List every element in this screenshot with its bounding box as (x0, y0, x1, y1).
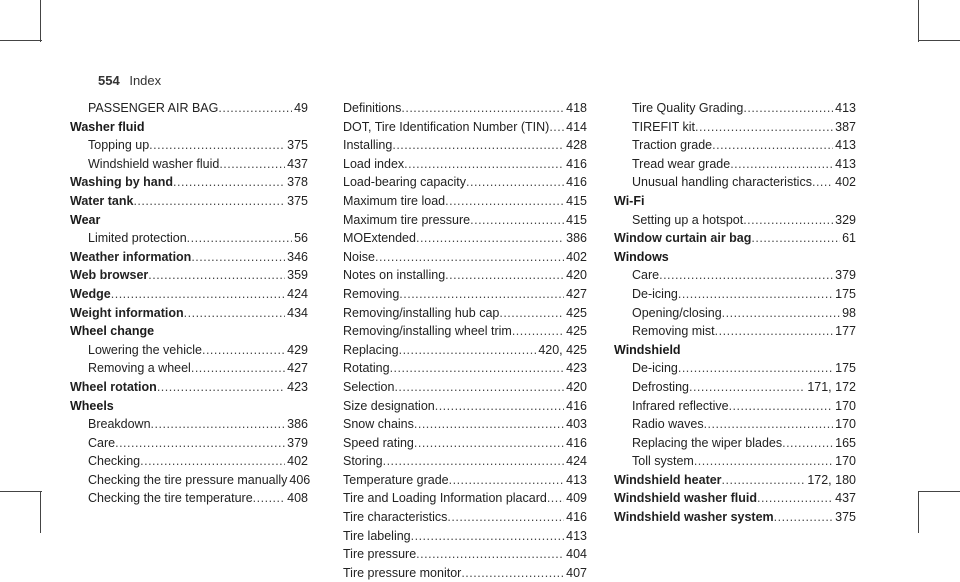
entry-label: Load-bearing capacity (343, 175, 466, 190)
index-entry (343, 211, 587, 230)
entry-label: Removing a wheel (88, 361, 191, 376)
index-entry (614, 266, 856, 285)
entry-page-ref: 424 (566, 454, 587, 469)
index-entry-main (614, 508, 856, 527)
entry-label: Wedge (70, 286, 111, 301)
entry-page-ref: 427 (566, 286, 587, 301)
leader-dots (399, 285, 564, 304)
leader-dots (401, 99, 564, 118)
index-entry (343, 378, 587, 397)
entry-page-ref: 177 (835, 324, 856, 339)
entry-page-ref: 175 (835, 361, 856, 376)
index-entry (70, 136, 308, 155)
entry-label: Defrosting (632, 379, 689, 394)
entry-page-ref: 387 (835, 119, 856, 134)
entry-page-ref: 427 (287, 361, 308, 376)
index-entry (614, 322, 856, 341)
entry-label: Tire pressure (343, 547, 417, 562)
index-entry (343, 397, 587, 416)
index-entry (70, 489, 308, 508)
leader-dots (399, 341, 537, 360)
leader-dots (743, 211, 833, 230)
leader-dots (722, 304, 840, 323)
leader-dots (704, 415, 834, 434)
entry-label: Setting up a hotspot (632, 212, 744, 227)
index-heading: Wear (70, 212, 101, 227)
entry-label: Window curtain air bag (614, 231, 752, 246)
entry-page-ref: 420, 425 (538, 342, 587, 357)
leader-dots (414, 415, 564, 434)
entry-page-ref: 402 (287, 454, 308, 469)
entry-page-ref: 379 (287, 435, 308, 450)
entry-label: Care (632, 268, 660, 283)
entry-label: Toll system (632, 454, 694, 469)
leader-dots (191, 359, 285, 378)
leader-dots (445, 192, 564, 211)
entry-page-ref: 56 (294, 231, 308, 246)
leader-dots (191, 248, 285, 267)
leader-dots (392, 136, 564, 155)
leader-dots (812, 173, 833, 192)
index-entry (70, 359, 308, 378)
entry-page-ref: 172, 180 (807, 472, 856, 487)
entry-label: Installing (343, 138, 393, 153)
index-entry (343, 434, 587, 453)
leader-dots (499, 304, 564, 323)
leader-dots (549, 118, 564, 137)
index-entry (614, 99, 856, 118)
entry-page-ref: 413 (835, 101, 856, 115)
entry-page-ref: 379 (835, 268, 856, 283)
entry-label: Removing/installing wheel trim (343, 324, 512, 339)
entry-label: Wheel rotation (70, 379, 157, 394)
index-entry (343, 136, 587, 155)
index-entry (343, 192, 587, 211)
entry-label: Care (88, 435, 116, 450)
leader-dots (394, 378, 564, 397)
entry-label: Windshield washer fluid (614, 491, 757, 506)
crop-mark (918, 491, 960, 492)
entry-page-ref: 49 (294, 101, 308, 115)
entry-page-ref: 61 (842, 231, 856, 246)
leader-dots (187, 229, 292, 248)
index-entry (343, 341, 587, 360)
index-entry (343, 99, 587, 118)
leader-dots (694, 452, 833, 471)
leader-dots (184, 304, 285, 323)
entry-page-ref: 329 (835, 212, 856, 227)
index-entry (343, 322, 587, 341)
entry-label: Checking the tire temperature (88, 491, 253, 506)
entry-label: Replacing the wiper blades (632, 435, 783, 450)
entry-page-ref: 170 (835, 454, 856, 469)
entry-label: Snow chains (343, 417, 414, 432)
leader-dots (115, 434, 285, 453)
leader-dots (445, 266, 564, 285)
entry-label: Water tank (70, 193, 134, 208)
entry-page-ref: 406 (289, 472, 311, 487)
index-entry (614, 397, 856, 416)
index-entry (70, 434, 308, 453)
entry-label: Windshield washer system (614, 510, 774, 525)
entry-page-ref: 434 (287, 305, 308, 320)
entry-label: Checking the tire pressure manually (88, 472, 288, 487)
page-number: 554 (98, 73, 120, 88)
leader-dots (774, 508, 833, 527)
index-heading: Wi-Fi (614, 193, 645, 208)
entry-label: Traction grade (632, 138, 713, 153)
entry-page-ref: 416 (566, 510, 587, 525)
leader-dots (140, 452, 285, 471)
index-entry (614, 304, 856, 323)
entry-label: Web browser (70, 268, 149, 283)
index-entry (614, 452, 856, 471)
leader-dots (695, 118, 833, 137)
index-entry (614, 173, 856, 192)
entry-label: Replacing (343, 342, 399, 357)
entry-label: Removing (343, 286, 400, 301)
leader-dots (466, 173, 564, 192)
index-entry (343, 359, 587, 378)
entry-label: DOT, Tire Identification Number (TIN) (343, 119, 550, 134)
leader-dots (133, 192, 285, 211)
entry-page-ref: 403 (566, 417, 587, 432)
index-entry-main (614, 471, 856, 490)
leader-dots (678, 285, 833, 304)
leader-dots (111, 285, 285, 304)
entry-label: Maximum tire load (343, 193, 446, 208)
index-entry (614, 359, 856, 378)
entry-label: PASSENGER AIR BAG (88, 101, 219, 115)
index-entry (343, 452, 587, 471)
entry-label: Selection (343, 379, 395, 394)
entry-label: Notes on installing (343, 268, 446, 283)
entry-label: Removing mist (632, 324, 715, 339)
entry-label: Weight information (70, 305, 184, 320)
entry-label: De-icing (632, 286, 678, 301)
entry-label: Radio waves (632, 417, 704, 432)
crop-mark (0, 40, 42, 41)
entry-label: Infrared reflective (632, 398, 729, 413)
leader-dots (414, 434, 564, 453)
index-entry-main (70, 266, 308, 285)
entry-label: Definitions (343, 101, 402, 115)
entry-page-ref: 423 (287, 379, 308, 394)
entry-page-ref: 415 (566, 212, 587, 227)
index-entry (343, 527, 587, 546)
index-entry (343, 285, 587, 304)
entry-label: Topping up (88, 138, 150, 153)
leader-dots (157, 378, 285, 397)
index-heading: Wheels (70, 398, 114, 413)
index-entry-main (70, 304, 308, 323)
entry-label: Opening/closing (632, 305, 722, 320)
index-entry (343, 415, 587, 434)
index-column-2 (343, 99, 587, 582)
leader-dots (173, 173, 285, 192)
entry-label: MOExtended (343, 231, 416, 246)
entry-page-ref: 416 (566, 156, 587, 171)
index-entry-main (614, 489, 856, 508)
leader-dots (404, 155, 564, 174)
entry-page-ref: 413 (566, 528, 587, 543)
index-entry-main (70, 192, 308, 211)
entry-page-ref: 428 (566, 138, 587, 153)
index-entry (614, 285, 856, 304)
entry-label: Checking (88, 454, 141, 469)
entry-page-ref: 346 (287, 249, 308, 264)
index-heading: Wheel change (70, 324, 155, 339)
leader-dots (435, 397, 564, 416)
index-heading: Windshield (614, 342, 681, 357)
entry-page-ref: 415 (566, 193, 587, 208)
index-entry (343, 564, 587, 582)
crop-mark (918, 40, 960, 41)
leader-dots (411, 527, 565, 546)
entry-label: Windshield heater (614, 472, 722, 487)
leader-dots (743, 99, 833, 118)
entry-label: Tire characteristics (343, 510, 448, 525)
index-entry (343, 508, 587, 527)
entry-label: Unusual handling characteristics (632, 175, 812, 190)
entry-label: De-icing (632, 361, 678, 376)
index-entry-main (614, 229, 856, 248)
entry-page-ref: 175 (835, 286, 856, 301)
index-entry (614, 434, 856, 453)
entry-page-ref: 416 (566, 175, 587, 190)
leader-dots (782, 434, 833, 453)
entry-page-ref: 420 (566, 268, 587, 283)
leader-dots (729, 397, 834, 416)
index-column-1 (70, 99, 311, 508)
leader-dots (447, 508, 564, 527)
entry-page-ref: 375 (287, 193, 308, 208)
entry-label: Tire pressure monitor (343, 565, 462, 580)
entry-page-ref: 413 (566, 472, 587, 487)
entry-page-ref: 378 (287, 175, 308, 190)
entry-page-ref: 420 (566, 379, 587, 394)
crop-mark (918, 491, 919, 533)
entry-page-ref: 424 (287, 286, 308, 301)
entry-page-ref: 375 (835, 510, 856, 525)
entry-label: Tire Quality Grading (632, 101, 744, 115)
leader-dots (151, 415, 286, 434)
entry-label: Lowering the vehicle (88, 342, 202, 357)
entry-page-ref: 409 (566, 491, 587, 506)
entry-page-ref: 423 (566, 361, 587, 376)
leader-dots (715, 322, 833, 341)
entry-label: Temperature grade (343, 472, 449, 487)
entry-label: Tire and Loading Information placard (343, 491, 547, 506)
index-entry (343, 155, 587, 174)
index-entry (343, 545, 587, 564)
entry-label: Storing (343, 454, 383, 469)
index-entry (70, 415, 308, 434)
leader-dots (470, 211, 564, 230)
leader-dots (512, 322, 564, 341)
leader-dots (757, 489, 833, 508)
entry-page-ref: 408 (287, 491, 308, 506)
index-entry (343, 248, 587, 267)
entry-label: Tread wear grade (632, 156, 731, 171)
entry-page-ref: 386 (287, 417, 308, 432)
index-entry (343, 229, 587, 248)
index-entry-main (70, 285, 308, 304)
entry-label: Rotating (343, 361, 390, 376)
index-entry (343, 304, 587, 323)
index-column-3 (614, 99, 856, 527)
entry-label: Windshield washer fluid (88, 156, 220, 171)
entry-label: Maximum tire pressure (343, 212, 471, 227)
entry-page-ref: 413 (835, 138, 856, 153)
leader-dots (689, 378, 805, 397)
entry-label: Limited protection (88, 231, 187, 246)
entry-page-ref: 416 (566, 435, 587, 450)
entry-label: Size designation (343, 398, 435, 413)
entry-label: Removing/installing hub cap (343, 305, 500, 320)
entry-label: Breakdown (88, 417, 151, 432)
entry-page-ref: 171, 172 (807, 379, 856, 394)
crop-mark (40, 0, 41, 42)
entry-label: TIREFIT kit (632, 119, 695, 134)
leader-dots (149, 136, 285, 155)
leader-dots (218, 99, 292, 118)
entry-page-ref: 425 (566, 324, 587, 339)
leader-dots (712, 136, 833, 155)
entry-label: Weather information (70, 249, 192, 264)
crop-mark (0, 491, 42, 492)
entry-label: Noise (343, 249, 375, 264)
index-entry (70, 471, 311, 490)
leader-dots (416, 229, 564, 248)
entry-label: Load index (343, 156, 405, 171)
entry-page-ref: 402 (566, 249, 587, 264)
entry-page-ref: 170 (835, 417, 856, 432)
index-entry (614, 415, 856, 434)
entry-page-ref: 425 (566, 305, 587, 320)
entry-label: Speed rating (343, 435, 414, 450)
page-header (98, 73, 161, 88)
leader-dots (219, 155, 285, 174)
index-entry (614, 155, 856, 174)
crop-mark (40, 491, 41, 533)
entry-page-ref: 98 (842, 305, 856, 320)
entry-page-ref: 418 (566, 101, 587, 115)
index-entry (614, 211, 856, 230)
index-entry (70, 155, 308, 174)
entry-page-ref: 170 (835, 398, 856, 413)
entry-page-ref: 414 (566, 119, 587, 134)
entry-page-ref: 407 (566, 565, 587, 580)
entry-label: Tire labeling (343, 528, 411, 543)
index-entry (614, 136, 856, 155)
entry-page-ref: 437 (287, 156, 308, 171)
index-entry-main (70, 248, 308, 267)
leader-dots (375, 248, 564, 267)
index-entry (343, 471, 587, 490)
section-title: Index (129, 73, 162, 88)
leader-dots (390, 359, 565, 378)
leader-dots (148, 266, 285, 285)
index-entry (70, 99, 308, 118)
crop-mark (918, 0, 919, 42)
index-entry (70, 341, 308, 360)
leader-dots (730, 155, 833, 174)
leader-dots (416, 545, 564, 564)
entry-label: Washing by hand (70, 175, 174, 190)
index-entry (70, 229, 308, 248)
entry-page-ref: 404 (566, 547, 587, 562)
leader-dots (678, 359, 833, 378)
leader-dots (253, 489, 285, 508)
leader-dots (383, 452, 565, 471)
leader-dots (449, 471, 565, 490)
entry-page-ref: 375 (287, 138, 308, 153)
index-entry (70, 452, 308, 471)
index-entry-main (70, 173, 308, 192)
entry-page-ref: 437 (835, 491, 856, 506)
entry-page-ref: 416 (566, 398, 587, 413)
entry-page-ref: 165 (835, 435, 856, 450)
index-entry (343, 173, 587, 192)
index-heading: Windows (614, 249, 669, 264)
index-heading: Washer fluid (70, 119, 145, 134)
leader-dots (751, 229, 840, 248)
leader-dots (202, 341, 285, 360)
leader-dots (547, 489, 564, 508)
index-entry (343, 266, 587, 285)
index-entry (343, 118, 587, 137)
entry-page-ref: 359 (287, 268, 308, 283)
leader-dots (722, 471, 806, 490)
entry-page-ref: 386 (566, 231, 587, 246)
index-entry (614, 378, 856, 397)
index-entry-main (70, 378, 308, 397)
index-entry (343, 489, 587, 508)
entry-page-ref: 429 (287, 342, 308, 357)
entry-page-ref: 413 (835, 156, 856, 171)
entry-page-ref: 402 (835, 175, 856, 190)
leader-dots (461, 564, 564, 582)
index-entry (614, 118, 856, 137)
leader-dots (659, 266, 833, 285)
